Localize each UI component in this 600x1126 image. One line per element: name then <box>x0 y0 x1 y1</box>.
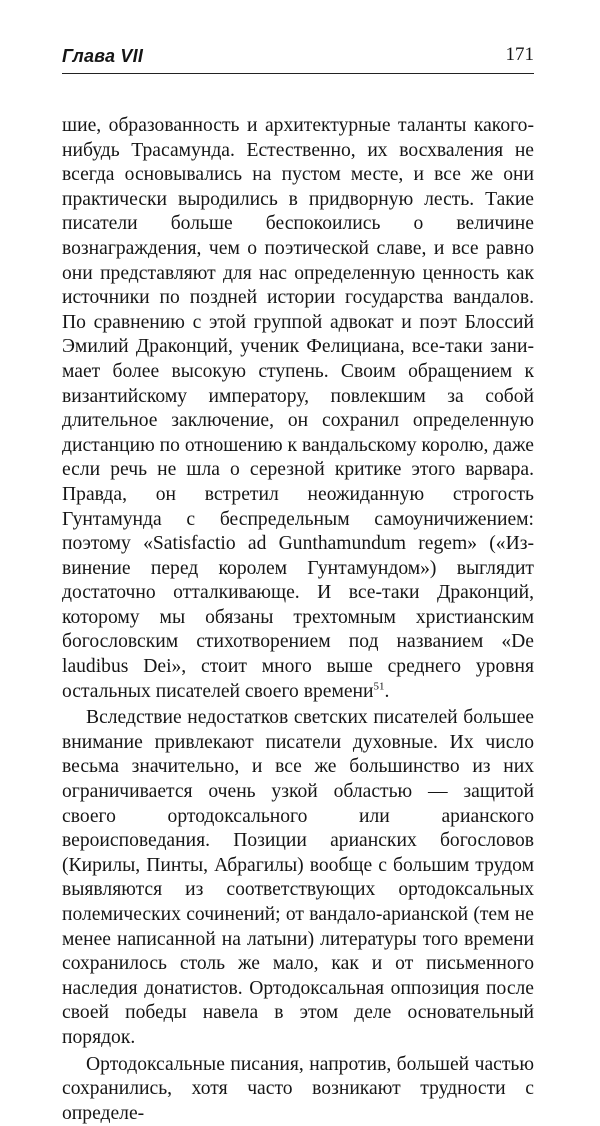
page-number: 171 <box>505 44 534 65</box>
header-rule <box>62 73 534 74</box>
footnote-reference-51: 51 <box>373 680 385 693</box>
paragraph-1-end-punctuation: . <box>384 680 390 702</box>
text-body <box>62 114 534 1126</box>
paragraph-2: Вследствие недостатков светских писателей большее внимание привлекают писатели духовные. Их число весьма значительно, и все же большинство из них ограничивается очень узкой областью — защитой своего ортодоксального или арианского вероисповедания. Позиции арианских богословов (Кирилы, Пинты, Абрагилы) вообще с большим трудом выявляются из соответствующих ортодоксальных полемических сочинений; от вандало-арианской (тем не менее написанной на латыни) литературы того времени сохранилось столь же мало, как и от письменного наследия донатистов. Ортодоксальная оппозиция после своей победы навела в этом деле основательный порядок. <box>62 707 534 1048</box>
paragraph-1-text: шие, образованность и архитектурные таланты какого-нибудь Трасамунда. Естественно, их восхваления не всегда основывались на пустом месте, и все же они практически выродились в придворную лесть. Такие писатели больше беспокоились о величине вознаграждения, чем о поэтической славе, и все равно они представляют для нас определенную ценность как источники по поздней истории государства вандалов. По сравнению с этой группой адвокат и поэт Блоссий Эмилий Драконций, ученик Фелициана, все-таки занимает более высокую ступень. Своим обращением к византийскому императору, повлекшим за собой длительное заключение, он сохранил определенную дистанцию по отношению к вандальскому королю, даже если речь не шла о серезной критике этого варвара. Правда, он встретил неожиданную строгость Гунтамунда с беспредельным самоуничижением: поэтому «Satisfactio ad Gunthamundum regem» («Извинение перед королем Гунтамундом») выглядит достаточно отталкивающе. И все-таки Драконций, которому мы обязаны трехтомным христианским богословским стихотворением под названием «De laudibus Dei», стоит много выше среднего уровня остальных писателей своего времени <box>62 115 534 702</box>
paragraph-3: Ортодоксальные писания, напротив, большей частью сохранились, хотя часто возникают трудности с определе- <box>62 1053 534 1124</box>
running-head <box>62 46 534 74</box>
chapter-title: Глава VII <box>62 46 144 66</box>
paragraph-1 <box>62 114 534 704</box>
